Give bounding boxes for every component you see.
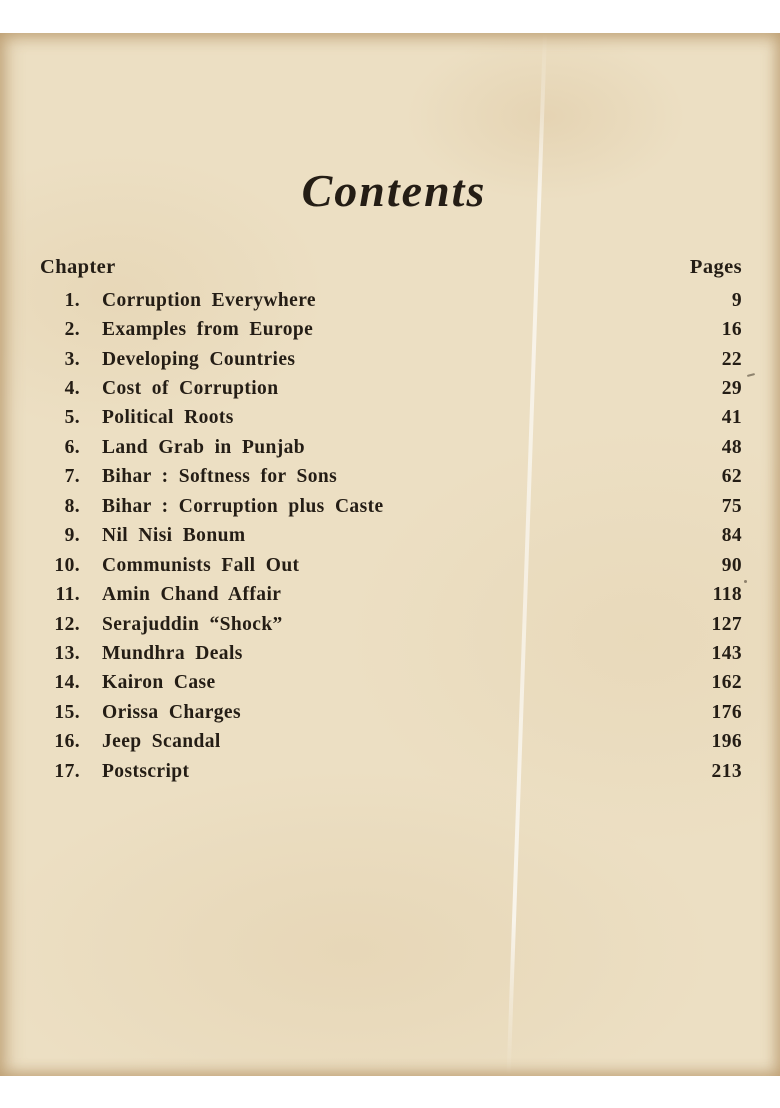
chapter-number: 9. [64,525,80,547]
chapter-title: Postscript [102,760,190,782]
chapter-number: 13. [54,642,80,664]
chapter-page-number: 48 [721,436,742,458]
chapter-title: Kairon Case [102,672,216,694]
chapter-title: Amin Chand Affair [102,584,282,606]
ink-speck [747,373,755,377]
chapter-page-number: 196 [711,731,742,753]
chapter-title: Political Roots [102,407,234,429]
chapter-title: Bihar : Softness for Sons [102,466,338,488]
toc-row [40,315,742,344]
toc-row [40,286,742,315]
chapter-page-number: 41 [721,407,742,429]
toc-row [40,433,742,462]
chapter-number: 3. [64,348,80,370]
chapter-title: Nil Nisi Bonum [102,525,246,547]
chapter-page-number: 29 [721,378,742,400]
chapter-title: Mundhra Deals [102,642,243,664]
chapter-page-number: 62 [721,466,742,488]
chapter-page-number: 16 [721,319,742,341]
toc-header [40,252,742,282]
toc-row [40,580,742,609]
toc-list [40,286,742,786]
chapter-number: 11. [55,584,80,606]
ink-speck [744,580,747,583]
chapter-number: 16. [54,731,80,753]
chapter-page-number: 118 [712,584,742,606]
chapter-title: Developing Countries [102,348,296,370]
chapter-number: 12. [54,613,80,635]
chapter-title: Communists Fall Out [102,554,300,576]
chapter-title: Examples from Europe [102,319,314,341]
chapter-number: 2. [64,319,80,341]
chapter-number: 5. [64,407,80,429]
chapter-page-number: 176 [711,701,742,723]
toc-row [40,345,742,374]
table-of-contents [40,252,742,786]
toc-row [40,728,742,757]
chapter-page-number: 84 [721,525,742,547]
chapter-number: 10. [54,554,80,576]
toc-row [40,374,742,403]
chapter-number: 7. [64,466,80,488]
toc-row [40,639,742,668]
chapter-title: Bihar : Corruption plus Caste [102,495,384,517]
chapter-number: 14. [54,672,80,694]
chapter-page-number: 127 [711,613,742,635]
chapter-title: Orissa Charges [102,701,241,723]
chapter-column-header: Chapter [40,255,116,278]
toc-row [40,610,742,639]
toc-row [40,551,742,580]
chapter-number: 17. [54,760,80,782]
toc-row [40,404,742,433]
toc-row [40,669,742,698]
chapter-number: 1. [64,289,80,311]
chapter-title: Land Grab in Punjab [102,436,306,458]
toc-row [40,698,742,727]
toc-row [40,492,742,521]
pages-column-header: Pages [689,255,742,278]
chapter-title: Corruption Everywhere [102,289,316,311]
chapter-page-number: 162 [711,672,742,694]
book-page [0,33,780,1076]
chapter-page-number: 90 [721,554,742,576]
chapter-number: 15. [54,701,80,723]
page-title: Contents [301,165,487,216]
chapter-number: 4. [64,378,80,400]
chapter-number: 6. [64,436,80,458]
chapter-title: Cost of Corruption [102,378,279,400]
chapter-title: Serajuddin “Shock” [102,613,283,635]
chapter-page-number: 143 [711,642,742,664]
toc-row [40,757,742,786]
toc-row [40,522,742,551]
chapter-page-number: 213 [711,760,742,782]
chapter-page-number: 9 [731,289,742,311]
chapter-number: 8. [64,495,80,517]
chapter-page-number: 22 [721,348,742,370]
toc-row [40,463,742,492]
chapter-title: Jeep Scandal [102,731,221,753]
chapter-page-number: 75 [721,495,742,517]
